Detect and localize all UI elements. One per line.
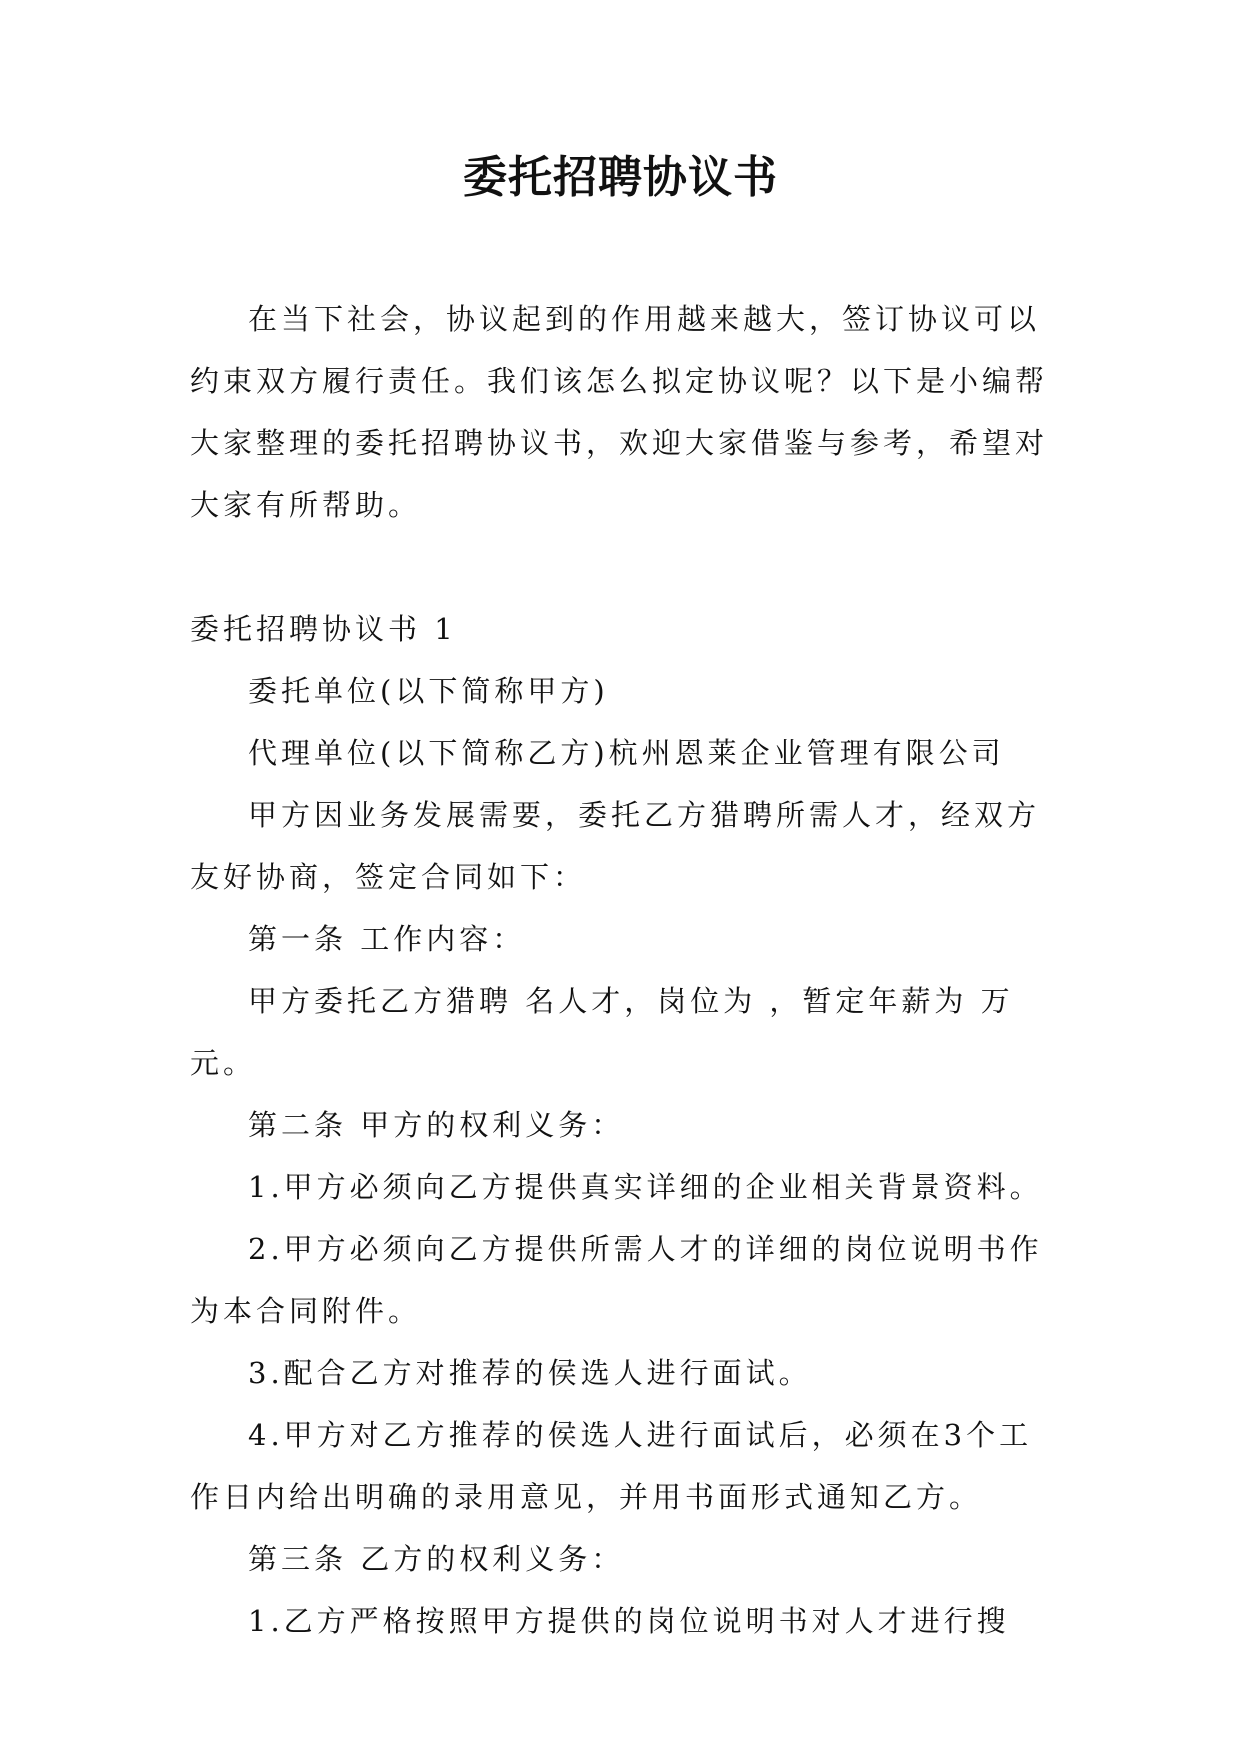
list-item: 1.乙方严格按照甲方提供的岗位说明书对人才进行搜 (248, 1604, 1010, 1638)
article-heading: 第一条 工作内容： (248, 922, 526, 956)
paragraph: 代理单位(以下简称乙方)杭州恩莱企业管理有限公司 (248, 736, 1005, 770)
list-item: 2.甲方必须向乙方提供所需人才的详细的岗位说明书作为本合同附件。 (190, 1232, 1043, 1328)
list-item: 1.甲方必须向乙方提供真实详细的企业相关背景资料。 (248, 1170, 1043, 1204)
list-item: 3.配合乙方对推荐的侯选人进行面试。 (248, 1356, 812, 1390)
paragraph: 委托单位(以下简称甲方) (248, 674, 609, 708)
paragraph: 甲方委托乙方猎聘 名人才，岗位为 ，暂定年薪为 万元。 (190, 984, 1014, 1080)
document-title: 委托招聘协议书 (463, 152, 778, 203)
article-heading: 第三条 乙方的权利义务： (248, 1542, 625, 1576)
document-body (190, 288, 1048, 1652)
list-item: 4.甲方对乙方推荐的侯选人进行面试后，必须在3个工作日内给出明确的录用意见，并用书面形式通知乙方。 (190, 1418, 1033, 1514)
intro-paragraph: 在当下社会，协议起到的作用越来越大，签订协议可以约束双方履行责任。我们该怎么拟定协议呢？以下是小编帮大家整理的委托招聘协议书，欢迎大家借鉴与参考，希望对大家有所帮助。 (190, 302, 1049, 522)
section-heading: 委托招聘协议书 1 (190, 612, 457, 646)
article-heading: 第二条 甲方的权利义务： (248, 1108, 625, 1142)
paragraph: 甲方因业务发展需要，委托乙方猎聘所需人才，经双方友好协商，签定合同如下： (190, 798, 1041, 894)
